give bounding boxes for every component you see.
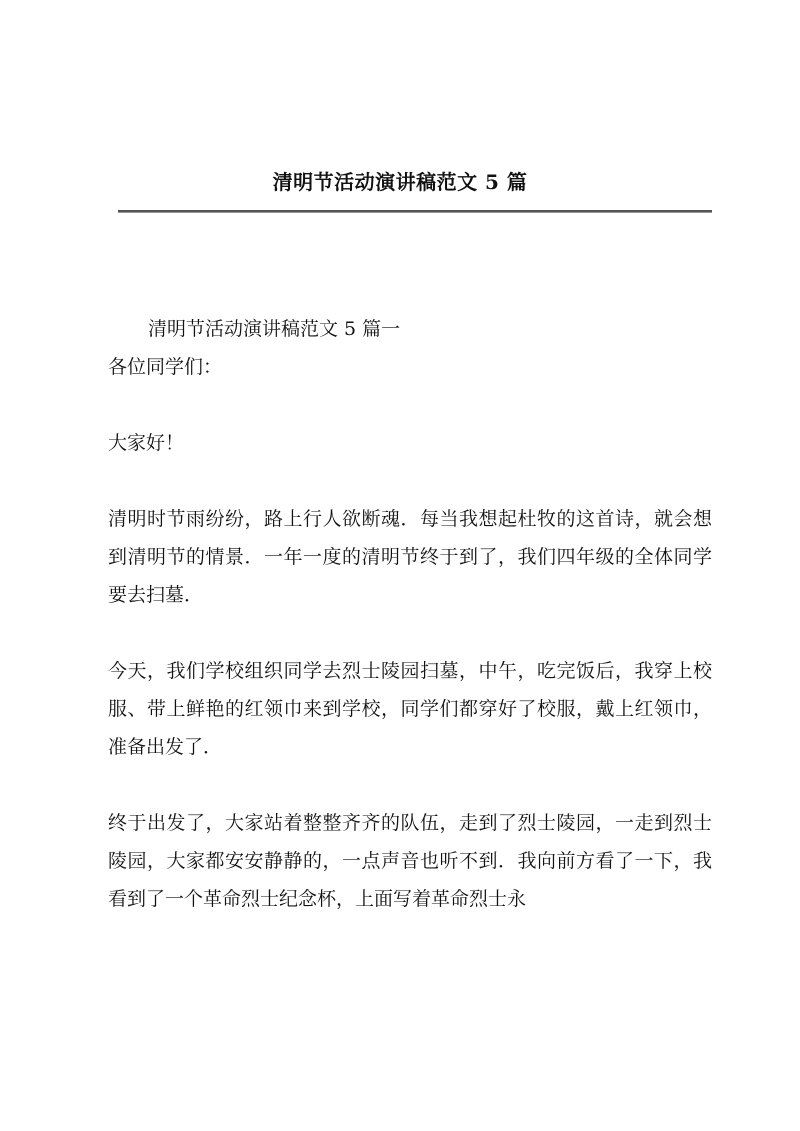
section-heading: 清明节活动演讲稿范文 5 篇一 — [148, 318, 401, 340]
title-divider — [118, 210, 712, 213]
greeting: 大家好！ — [108, 432, 185, 454]
document-title: 清明节活动演讲稿范文 5 篇 — [272, 170, 528, 194]
paragraph: 终于出发了，大家站着整整齐齐的队伍，走到了烈士陵园，一走到烈士陵园，大家都安安静静的，一点声音也听不到．我向前方看了一下，我看到了一个革命烈士纪念杯，上面写着革命烈士永 — [108, 812, 712, 910]
document-body — [108, 310, 712, 918]
paragraph: 今天，我们学校组织同学去烈士陵园扫墓，中午，吃完饭后，我穿上校服、带上鲜艳的红领巾来到学校，同学们都穿好了校服，戴上红领巾，准备出发了． — [108, 660, 712, 758]
paragraph: 清明时节雨纷纷，路上行人欲断魂．每当我想起杜牧的这首诗，就会想到清明节的情景．一年一度的清明节终于到了，我们四年级的全体同学要去扫墓． — [108, 508, 712, 606]
salutation: 各位同学们： — [108, 356, 223, 378]
